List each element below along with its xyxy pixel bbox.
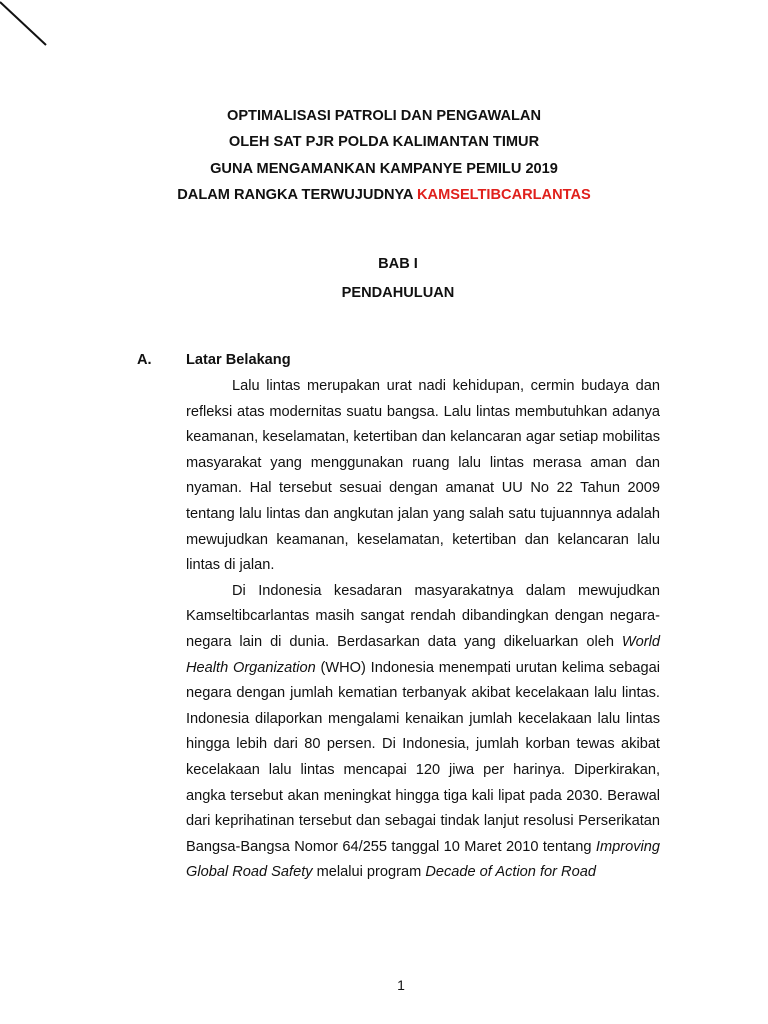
- chapter-name: PENDAHULUAN: [341, 285, 455, 301]
- title-line-4-prefix: DALAM RANGKA TERWUJUDNYA: [177, 187, 417, 204]
- title-line-3: GUNA MENGAMANKAN KAMPANYE PEMILU 2019: [210, 160, 558, 177]
- title-highlight-term: KAMSELTIBCARLANTAS: [416, 187, 591, 204]
- body-text: [186, 374, 660, 886]
- paragraph-2-text-2: (WHO) Indonesia menempati urutan kelima sebagai negara dengan jumlah kematian terbanyak akibat kecelakaan lalu lintas. Indonesia dilaporkan mengalami kenaikan jumlah kecelakaan lalu lintas hingga lebih dari 80 persen. Di Indonesia, jumlah korban tewas akibat kecelakaan lalu lintas mencapai 120 jiwa per harinya. Diperkirakan, angka tersebut akan meningkat hingga tiga kali lipat pada 2030. Berawal dari keprihatinan tersebut dan sebagai tindak lanjut resolusi Perserikatan Bangsa-Bangsa Nomor 64/255 tanggal 10 Maret 2010 tentang: [186, 659, 660, 855]
- title-line-4: [0, 182, 768, 208]
- page-number: 1: [397, 977, 405, 993]
- section-letter: A.: [137, 352, 152, 368]
- document-title: [0, 103, 768, 209]
- paragraph-2-italic-decade: Decade of Action for Road: [425, 864, 596, 881]
- paragraph-2-italic-who: World Health Organization: [186, 633, 660, 676]
- chapter-number: BAB I: [378, 256, 418, 272]
- corner-diagonal-line: [0, 0, 60, 60]
- paragraph-1: Lalu lintas merupakan urat nadi kehidupan, cermin budaya dan refleksi atas modernitas suatu bangsa. Lalu lintas membutuhkan adanya keamanan, keselamatan, ketertiban dan kelancaran agar setiap mobilitas masyarakat yang menggunakan ruang lalu lintas merasa aman dan nyaman. Hal tersebut sesuai dengan amanat UU No 22 Tahun 2009 tentang lalu lintas dan angkutan jalan yang salah satu tujuannnya adalah mewujudkan keamanan, keselamatan, ketertiban dan kelancaran lalu lintas di jalan.: [186, 378, 660, 574]
- title-line-1: OPTIMALISASI PATROLI DAN PENGAWALAN: [226, 108, 542, 124]
- paragraph-2: [186, 579, 660, 886]
- title-line-2: OLEH SAT PJR POLDA KALIMANTAN TIMUR: [228, 134, 540, 151]
- paragraph-2-text-3: melalui program: [312, 864, 426, 881]
- section-title: Latar Belakang: [186, 352, 291, 368]
- paragraph-2-italic-improving: Improving Global Road Safety: [186, 838, 660, 881]
- paragraph-2-text-1: Di Indonesia kesadaran masyarakatnya dalam mewujudkan Kamseltibcarlantas masih sangat rendah dibandingkan dengan negara-negara lain di dunia. Berdasarkan data yang dikeluarkan oleh: [186, 582, 660, 650]
- chapter-heading: [0, 250, 768, 308]
